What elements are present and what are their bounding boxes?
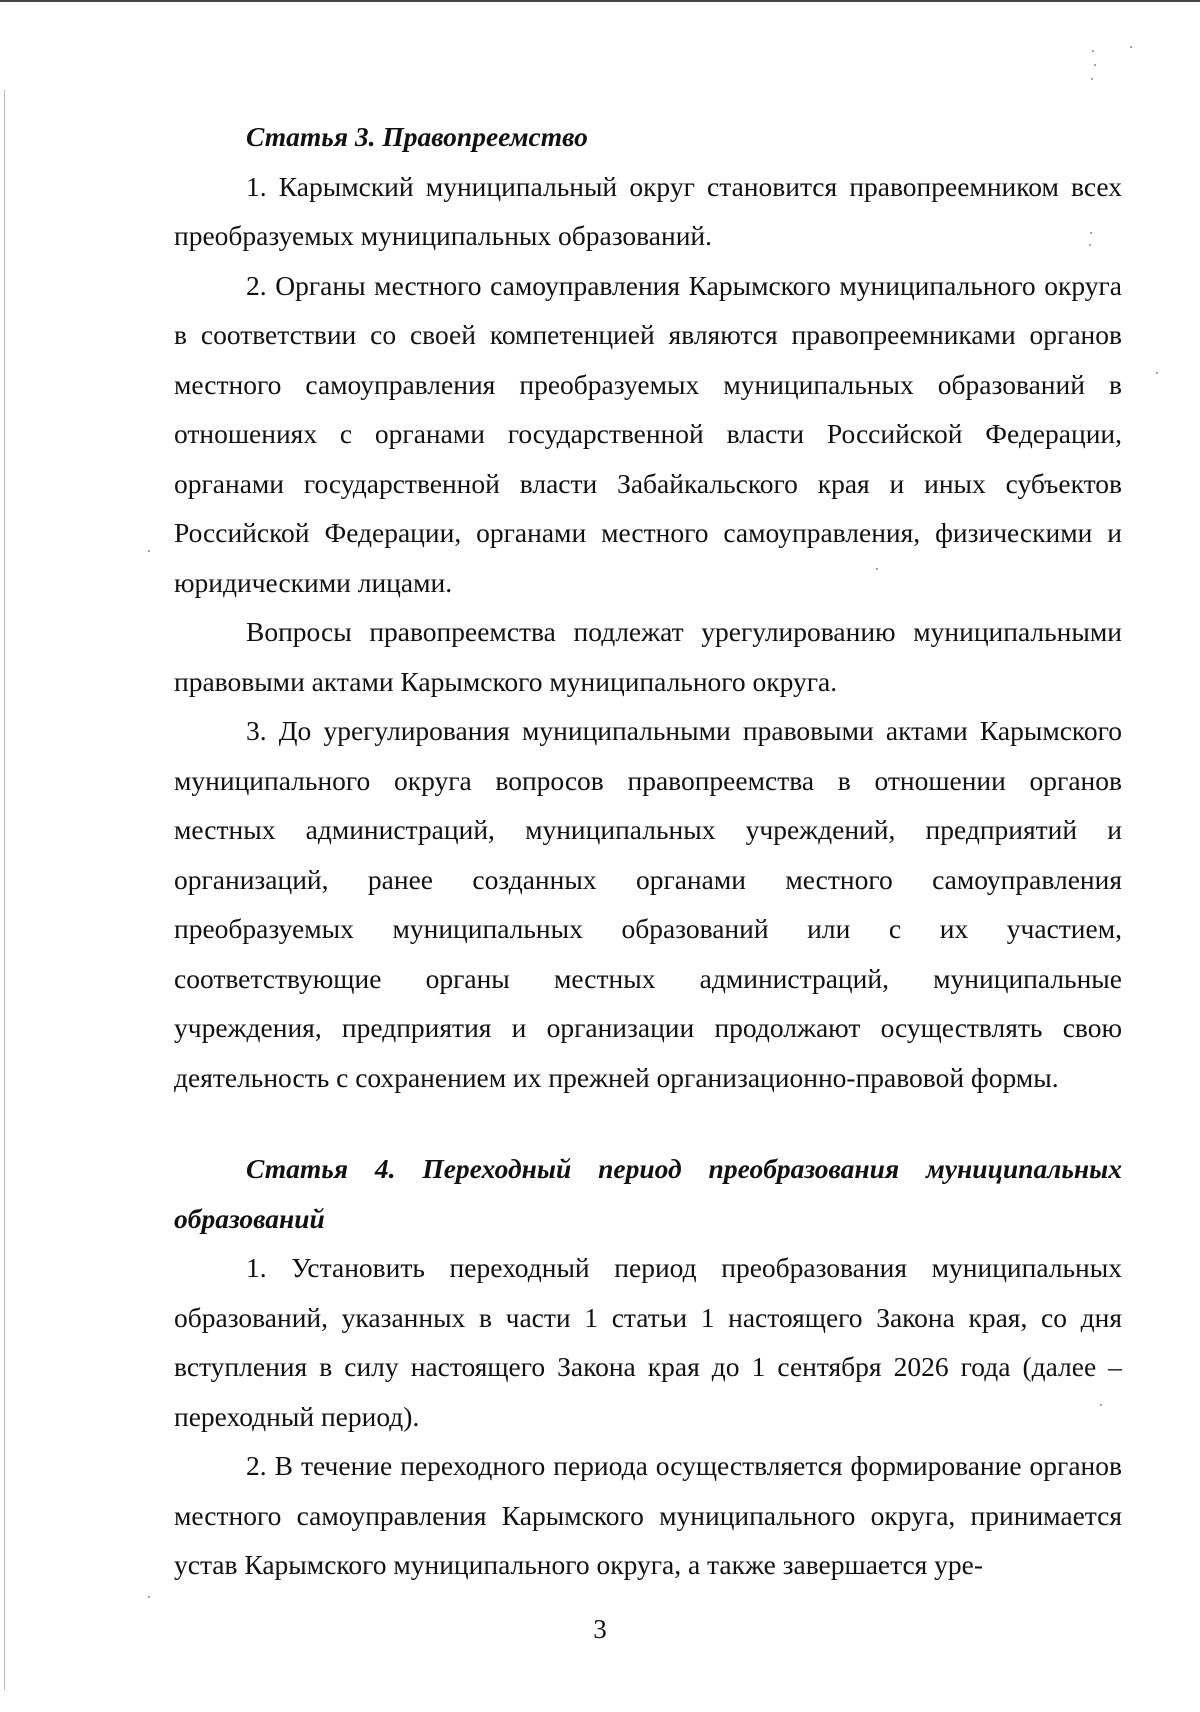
page-number: 3 [593, 1614, 607, 1644]
scan-edge-line [0, 0, 1200, 2]
document-body [174, 112, 1122, 1590]
scan-speck [1130, 46, 1132, 48]
scan-speck [1156, 372, 1158, 374]
article-4-paragraph: 1. Установить переходный период преобразования муниципальных образований, указанных в части 1 статьи 1 настоящего Закона края, со дня вступления в силу настоящего Закона края до 1 сентября 2026 года (далее – переходный период). [174, 1252, 1122, 1432]
article-4-paragraph: 2. В течение переходного периода осуществляется формирование органов местного самоуправления Карымского муниципального округа, принимается устав Карымского муниципального округа, а также завершается уре- [174, 1450, 1122, 1580]
article-4-heading: Статья 4. Переходный период преобразования муниципальных образований [174, 1153, 1122, 1234]
scan-speck [148, 1596, 150, 1598]
scan-speck [148, 550, 150, 552]
article-3-heading: Статья 3. Правопреемство [246, 121, 588, 152]
scan-speck [1094, 64, 1096, 66]
scan-speck [1091, 78, 1093, 80]
article-3-paragraph: 2. Органы местного самоуправления Карымского муниципального округа в соответствии со своей компетенцией являются правопреемниками органов местного самоуправления преобразуемых муниципальных образований в отношениях с органами государственной власти Российской Федерации, органами государственной власти Забайкальского края и иных субъектов Российской Федерации, органами местного самоуправления, физическими и юридическими лицами. [174, 269, 1122, 598]
article-3-paragraph: 3. До урегулирования муниципальными правовыми актами Карымского муниципального округа вопросов правопреемства в отношении органов местных администраций, муниципальных учреждений, предприятий и организаций, ранее созданных органами местного самоуправления преобразуемых муниципальных образований или с их участием, соответствующие органы местных администраций, муниципальные учреждения, предприятия и организации продолжают осуществлять свою деятельность с сохранением их прежней организационно-правовой формы. [174, 715, 1122, 1093]
article-3-paragraph: 1. Карымский муниципальный округ становится правопреемником всех преобразуемых муниципальных образований. [174, 170, 1122, 251]
scan-speck [1092, 50, 1094, 52]
scan-margin-line [4, 90, 5, 1690]
article-3-paragraph: Вопросы правопреемства подлежат урегулированию муниципальными правовыми актами Карымского муниципального округа. [174, 616, 1122, 697]
